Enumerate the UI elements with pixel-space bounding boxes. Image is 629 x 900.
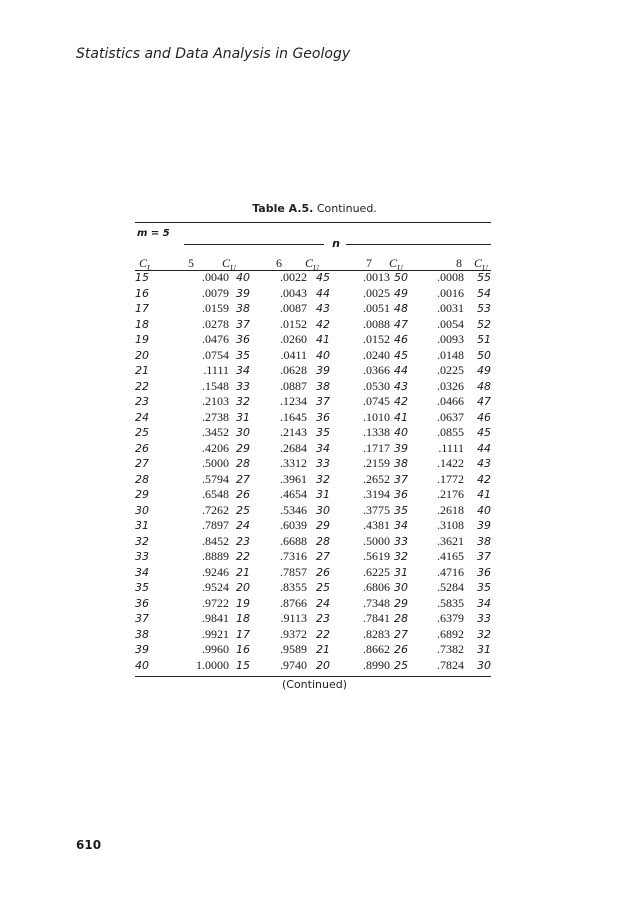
cu-n8: 34: [477, 596, 491, 610]
n8-value: .0008: [437, 270, 464, 284]
cl-value: 40: [135, 658, 149, 672]
cu-n6: 34: [316, 441, 330, 455]
cu-n5: 23: [236, 534, 250, 548]
cu-n5: 22: [236, 550, 250, 563]
cl-value: 23: [135, 395, 149, 408]
cl-value: 33: [135, 550, 149, 563]
n8-value: .3621: [437, 533, 464, 548]
cu-n8: 30: [477, 658, 491, 672]
table-row: [135, 518, 491, 534]
n8-value: .0148: [437, 347, 464, 362]
n8-value: .5284: [437, 580, 464, 594]
cu-n6: 27: [316, 550, 330, 563]
cl-value: 27: [135, 457, 149, 470]
cu-n7: 43: [394, 379, 408, 393]
cl-value: 29: [135, 488, 149, 501]
cl-value: 28: [135, 472, 149, 486]
cu-n8: 32: [477, 627, 491, 641]
table-row: [135, 379, 491, 395]
cl-value: 16: [135, 286, 149, 300]
cu-n8: 38: [477, 534, 491, 548]
n5-value: .7897: [202, 518, 229, 532]
n5-value: .9246: [202, 564, 229, 579]
n5-value: .3452: [202, 425, 229, 439]
n8-value: .0016: [437, 285, 464, 300]
table-row: [135, 658, 491, 674]
cl-value: 38: [135, 627, 149, 641]
cl-value: 19: [135, 333, 149, 346]
n6-value: .4654: [280, 487, 307, 501]
column-header-cu-8: $C_U$: [474, 256, 488, 273]
cu-n7: 31: [394, 565, 408, 579]
n8-value: .3108: [437, 518, 464, 532]
cu-n7: 38: [394, 457, 408, 470]
n5-value: .0040: [202, 270, 229, 284]
n7-value: .0530: [363, 378, 390, 393]
n8-value: .4165: [437, 549, 464, 563]
continued-note: (Continued): [281, 678, 348, 691]
cu-n7: 34: [394, 519, 408, 532]
cu-n6: 28: [316, 534, 330, 548]
cu-n8: 43: [477, 457, 491, 470]
n6-value: .0260: [280, 332, 307, 346]
cu-n6: 33: [316, 457, 330, 470]
n6-value: .6688: [280, 533, 307, 548]
cu-n7: 46: [394, 333, 408, 346]
n5-value: .9524: [202, 580, 229, 594]
cu-n6: 31: [316, 488, 330, 501]
column-header-n8: 8: [456, 256, 462, 270]
n5-value: .2738: [202, 409, 229, 424]
table-row: [135, 270, 491, 286]
cu-n7: 28: [394, 612, 408, 625]
table-row: [135, 611, 491, 627]
column-header-n7: 7: [366, 256, 372, 270]
cl-value: 18: [135, 317, 149, 331]
cu-n8: 35: [477, 581, 491, 594]
n8-value: .7824: [437, 657, 464, 672]
n5-value: .7262: [202, 502, 229, 517]
table-caption-label: Table A.5.: [252, 202, 314, 215]
cu-n5: 25: [236, 503, 250, 517]
n6-value: .9372: [280, 626, 307, 641]
cu-n5: 18: [236, 612, 250, 625]
cu-n7: 37: [394, 472, 408, 486]
cu-n5: 36: [236, 333, 250, 346]
cl-value: 21: [135, 364, 149, 377]
n6-value: .6039: [280, 518, 307, 532]
table-row: [135, 286, 491, 302]
column-header-cu-6: $C_U$: [305, 256, 319, 273]
table-row: [135, 487, 491, 503]
cu-n6: 35: [316, 426, 330, 439]
n6-value: .0628: [280, 363, 307, 377]
cu-n7: 27: [394, 627, 408, 641]
cu-n5: 30: [236, 426, 250, 439]
cl-value: 39: [135, 643, 149, 656]
n7-value: .3775: [363, 502, 390, 517]
cl-value: 20: [135, 348, 149, 362]
cu-n7: 39: [394, 441, 408, 455]
n5-value: .0079: [202, 285, 229, 300]
n5-value: .9841: [202, 611, 229, 625]
n8-value: .0054: [437, 316, 464, 331]
n8-value: .0031: [437, 301, 464, 315]
cu-n7: 42: [394, 395, 408, 408]
cu-n5: 29: [236, 441, 250, 455]
column-header-n5: 5: [188, 256, 194, 270]
cu-n6: 24: [316, 596, 330, 610]
n6-value: .8766: [280, 595, 307, 610]
column-header-cu-7: $C_U$: [389, 256, 403, 273]
cl-value: 17: [135, 302, 149, 315]
cu-n8: 44: [477, 441, 491, 455]
cu-n8: 40: [477, 503, 491, 517]
n5-value: .0278: [202, 316, 229, 331]
n7-value: .0152: [363, 332, 390, 346]
n6-value: .8355: [280, 580, 307, 594]
cu-n5: 20: [236, 581, 250, 594]
n5-value: .4206: [202, 440, 229, 455]
cu-n8: 31: [477, 643, 491, 656]
cu-n6: 44: [316, 286, 330, 300]
n7-value: .0051: [363, 301, 390, 315]
table-row: [135, 642, 491, 658]
cu-n6: 36: [316, 410, 330, 424]
n7-value: .1010: [363, 409, 390, 424]
cu-n6: 21: [316, 643, 330, 656]
cl-value: 30: [135, 503, 149, 517]
table-row: [135, 580, 491, 596]
n7-value: .1338: [363, 425, 390, 439]
n7-value: .7841: [363, 611, 390, 625]
cl-value: 36: [135, 596, 149, 610]
cu-n8: 51: [477, 333, 491, 346]
n7-value: .5619: [363, 549, 390, 563]
n6-value: .0887: [280, 378, 307, 393]
n8-value: .6379: [437, 611, 464, 625]
n6-value: .2684: [280, 440, 307, 455]
n5-value: .9722: [202, 595, 229, 610]
cu-n5: 40: [236, 271, 250, 284]
cu-n7: 30: [394, 581, 408, 594]
cl-value: 15: [135, 271, 149, 284]
n8-value: .0466: [437, 394, 464, 408]
n6-value: .0087: [280, 301, 307, 315]
cu-n5: 26: [236, 488, 250, 501]
cu-n5: 35: [236, 348, 250, 362]
cl-value: 32: [135, 534, 149, 548]
cu-n8: 39: [477, 519, 491, 532]
n5-value: .5000: [202, 456, 229, 470]
n7-value: .5000: [363, 533, 390, 548]
cu-n6: 26: [316, 565, 330, 579]
n7-value: .0088: [363, 316, 390, 331]
cu-n8: 37: [477, 550, 491, 563]
n5-value: .0754: [202, 347, 229, 362]
n6-value: .3312: [280, 456, 307, 470]
cu-n8: 50: [477, 348, 491, 362]
table-row: [135, 503, 491, 519]
n7-value: .6806: [363, 580, 390, 594]
n5-value: .0159: [202, 301, 229, 315]
cu-n8: 33: [477, 612, 491, 625]
n7-value: .8662: [363, 642, 390, 656]
n7-value: .0240: [363, 347, 390, 362]
cl-value: 24: [135, 410, 149, 424]
n-label: n: [332, 237, 340, 250]
cl-value: 31: [135, 519, 149, 532]
cu-n6: 29: [316, 519, 330, 532]
cu-n8: 55: [477, 271, 491, 284]
n7-value: .8990: [363, 657, 390, 672]
n8-value: .0225: [437, 363, 464, 377]
n5-value: .8452: [202, 533, 229, 548]
table-row: [135, 394, 491, 410]
n7-value: .8283: [363, 626, 390, 641]
n7-value: .0013: [363, 270, 390, 284]
n8-value: .0326: [437, 378, 464, 393]
n7-value: .1717: [363, 440, 390, 455]
cu-n7: 26: [394, 643, 408, 656]
cl-value: 22: [135, 379, 149, 393]
n6-value: .0411: [280, 347, 307, 362]
probability-table: [135, 270, 491, 673]
n5-value: .9960: [202, 642, 229, 656]
cu-n6: 40: [316, 348, 330, 362]
n6-value: .0043: [280, 285, 307, 300]
cu-n5: 28: [236, 457, 250, 470]
cl-value: 26: [135, 441, 149, 455]
cu-n7: 25: [394, 658, 408, 672]
column-header-n6: 6: [276, 256, 282, 270]
cu-n7: 33: [394, 534, 408, 548]
table-row: [135, 317, 491, 333]
n5-value: 1.0000: [196, 657, 229, 672]
n7-value: .2159: [363, 456, 390, 470]
table-row: [135, 425, 491, 441]
cu-n8: 48: [477, 379, 491, 393]
table-row: [135, 549, 491, 565]
cu-n5: 17: [236, 627, 250, 641]
n6-value: .0022: [280, 270, 307, 284]
cu-n6: 37: [316, 395, 330, 408]
table-row: [135, 441, 491, 457]
cu-n8: 47: [477, 395, 491, 408]
cu-n7: 44: [394, 364, 408, 377]
n5-value: .6548: [202, 487, 229, 501]
column-header-cu-5: $C_U$: [222, 256, 236, 273]
cu-n6: 32: [316, 472, 330, 486]
n5-value: .9921: [202, 626, 229, 641]
cu-n5: 24: [236, 519, 250, 532]
n7-value: .0025: [363, 285, 390, 300]
n8-value: .5835: [437, 595, 464, 610]
n5-value: .1111: [203, 363, 229, 377]
table-row: [135, 596, 491, 612]
n8-value: .0093: [437, 332, 464, 346]
cu-n7: 32: [394, 550, 408, 563]
cu-n7: 48: [394, 302, 408, 315]
n8-value: .4716: [437, 564, 464, 579]
n5-value: .0476: [202, 332, 229, 346]
cu-n5: 38: [236, 302, 250, 315]
n6-value: .9740: [280, 657, 307, 672]
n8-value: .1111: [438, 440, 464, 455]
cu-n5: 32: [236, 395, 250, 408]
cu-n7: 29: [394, 596, 408, 610]
n6-value: .3961: [280, 471, 307, 486]
cu-n8: 46: [477, 410, 491, 424]
n8-value: .0637: [437, 409, 464, 424]
cu-n5: 37: [236, 317, 250, 331]
cu-n5: 21: [236, 565, 250, 579]
cu-n5: 39: [236, 286, 250, 300]
cu-n8: 49: [477, 364, 491, 377]
cu-n5: 16: [236, 643, 250, 656]
n6-value: .1645: [280, 409, 307, 424]
cu-n5: 15: [236, 658, 250, 672]
cu-n5: 27: [236, 472, 250, 486]
cu-n6: 43: [316, 302, 330, 315]
n8-value: .1772: [437, 471, 464, 486]
table-row: [135, 301, 491, 317]
table-top-rule: [135, 222, 491, 223]
n8-value: .7382: [437, 642, 464, 656]
n7-value: .7348: [363, 595, 390, 610]
cl-value: 34: [135, 565, 149, 579]
table-row: [135, 332, 491, 348]
cu-n6: 23: [316, 612, 330, 625]
page-number: 610: [76, 838, 102, 852]
n7-value: .3194: [363, 487, 390, 501]
n7-value: .0745: [363, 394, 390, 408]
n5-value: .2103: [202, 394, 229, 408]
cu-n8: 41: [477, 488, 491, 501]
cu-n6: 42: [316, 317, 330, 331]
cu-n7: 45: [394, 348, 408, 362]
n6-value: .7857: [280, 564, 307, 579]
n5-value: .5794: [202, 471, 229, 486]
cu-n7: 41: [394, 410, 408, 424]
cu-n6: 39: [316, 364, 330, 377]
cu-n8: 36: [477, 565, 491, 579]
n5-value: .1548: [202, 378, 229, 393]
table-row: [135, 534, 491, 550]
cu-n6: 22: [316, 627, 330, 641]
cu-n6: 30: [316, 503, 330, 517]
cu-n7: 36: [394, 488, 408, 501]
n6-value: .5346: [280, 502, 307, 517]
cu-n6: 38: [316, 379, 330, 393]
cu-n7: 35: [394, 503, 408, 517]
n8-value: .0855: [437, 425, 464, 439]
n8-value: .1422: [437, 456, 464, 470]
cu-n7: 49: [394, 286, 408, 300]
n8-value: .6892: [437, 626, 464, 641]
n7-value: .6225: [363, 564, 390, 579]
table-bottom-rule: [135, 676, 491, 677]
table-row: [135, 410, 491, 426]
cu-n7: 47: [394, 317, 408, 331]
cu-n7: 40: [394, 426, 408, 439]
table-row: [135, 456, 491, 472]
column-header-cl: $C_L$: [139, 256, 152, 273]
cu-n6: 25: [316, 581, 330, 594]
n8-value: .2176: [437, 487, 464, 501]
n6-value: .2143: [280, 425, 307, 439]
cu-n7: 50: [394, 271, 408, 284]
table-caption-text: Continued.: [316, 202, 377, 215]
table-row: [135, 348, 491, 364]
n7-value: .0366: [363, 363, 390, 377]
n6-value: .7316: [280, 549, 307, 563]
n6-value: .0152: [280, 316, 307, 331]
cu-n5: 31: [236, 410, 250, 424]
n6-value: .1234: [280, 394, 307, 408]
cl-value: 37: [135, 612, 149, 625]
cu-n8: 52: [477, 317, 491, 331]
table-row: [135, 565, 491, 581]
cl-value: 25: [135, 426, 149, 439]
table-row: [135, 363, 491, 379]
table-row: [135, 472, 491, 488]
cu-n6: 20: [316, 658, 330, 672]
n8-value: .2618: [437, 502, 464, 517]
cu-n5: 33: [236, 379, 250, 393]
table-row: [135, 627, 491, 643]
cu-n8: 42: [477, 472, 491, 486]
running-head: Statistics and Data Analysis in Geology: [76, 46, 351, 62]
cu-n5: 19: [236, 596, 250, 610]
n7-value: .2652: [363, 471, 390, 486]
cu-n6: 45: [316, 271, 330, 284]
n5-value: .8889: [202, 549, 229, 563]
cu-n8: 54: [477, 286, 491, 300]
cu-n8: 53: [477, 302, 491, 315]
cu-n6: 41: [316, 333, 330, 346]
cu-n8: 45: [477, 426, 491, 439]
n6-value: .9113: [280, 611, 307, 625]
cl-value: 35: [135, 581, 149, 594]
table-body: [135, 270, 491, 673]
table-caption: [0, 202, 629, 215]
n7-value: .4381: [363, 518, 390, 532]
m-label: m = 5: [137, 228, 170, 239]
n6-value: .9589: [280, 642, 307, 656]
cu-n5: 34: [236, 364, 250, 377]
